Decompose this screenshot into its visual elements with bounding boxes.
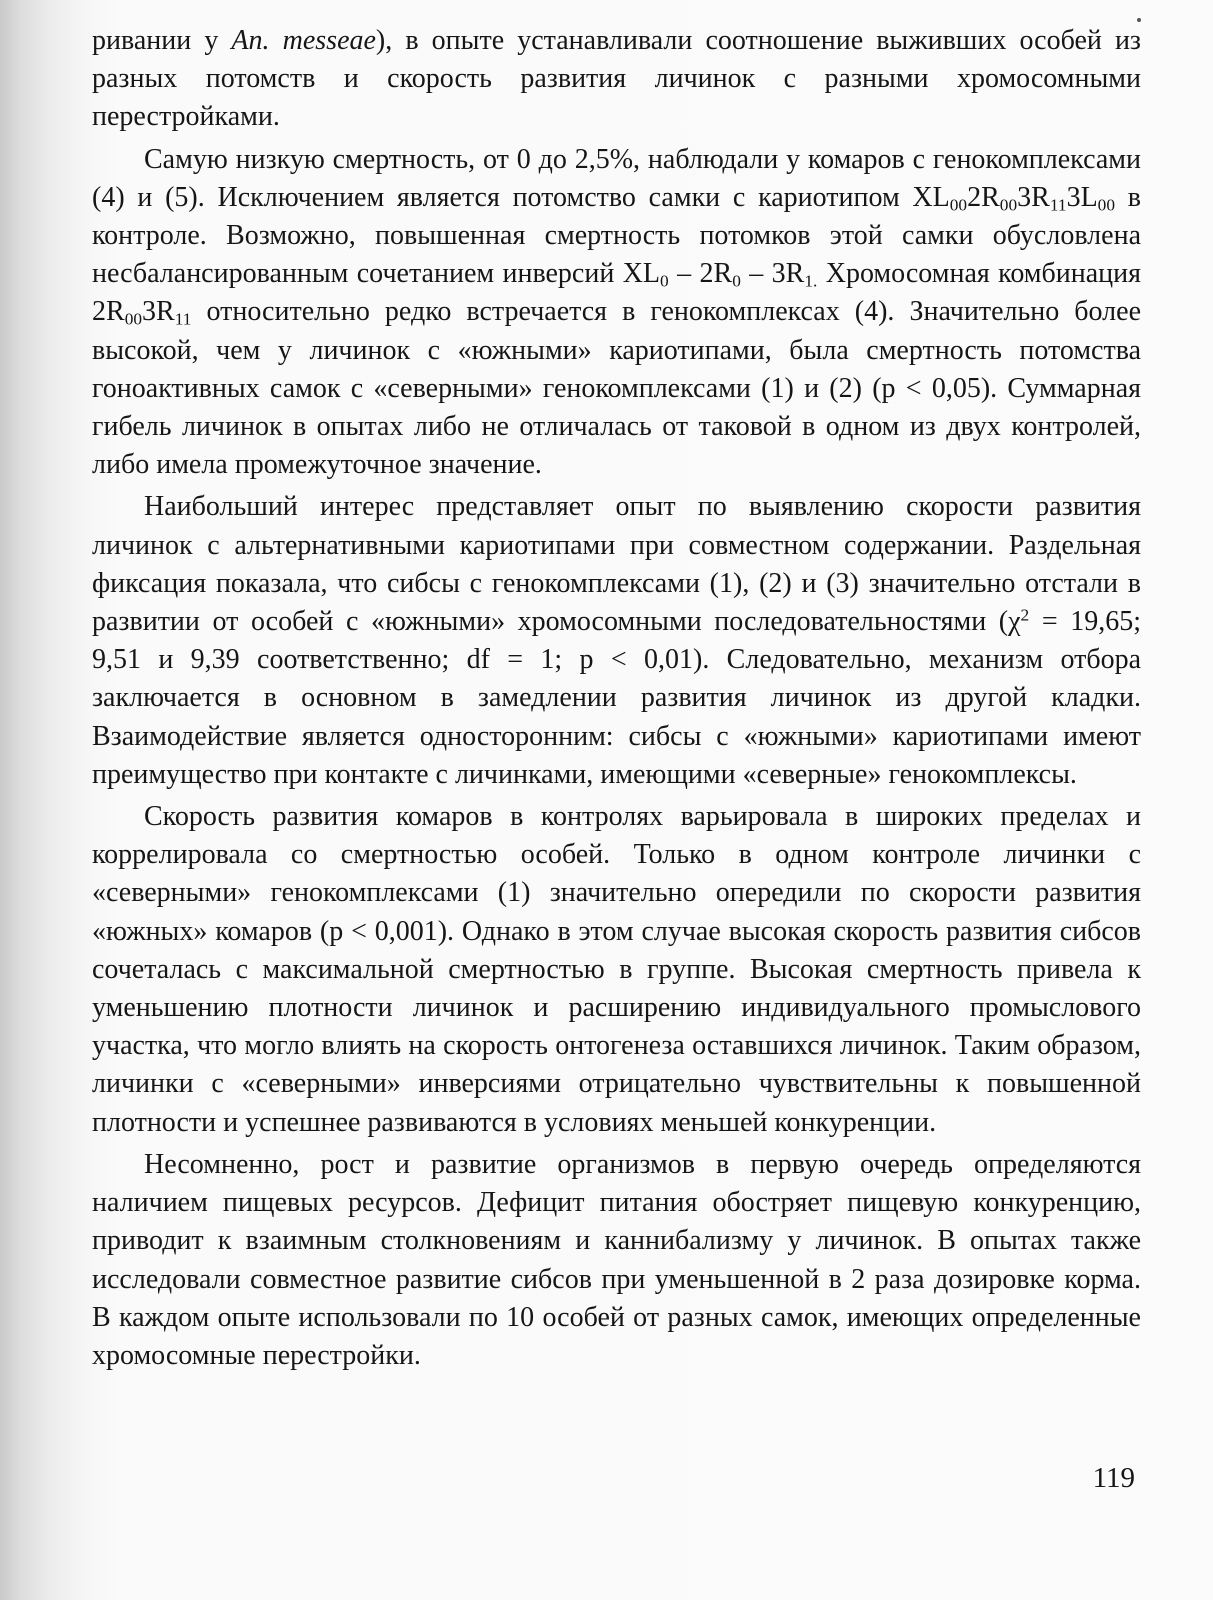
paragraph-text: – 3R (740, 258, 805, 290)
subscript: 1. (804, 271, 818, 291)
paragraph-text: – 2R (668, 258, 733, 290)
page-body (92, 22, 1141, 1379)
paragraph-text: ривании у (92, 25, 232, 56)
subscript: 00 (949, 195, 968, 215)
paragraph-3 (92, 488, 1141, 794)
paragraph-text: ), в опыте устанавливали соотношение выживших особей из разных потомств и скорость развития личинок с разными хромосомными перестройками. (92, 25, 1141, 133)
subscript: 00 (1097, 195, 1116, 215)
paragraph-text: 3R (142, 296, 175, 328)
paragraph-1 (92, 22, 1141, 137)
paragraph-text: в контроле. Возможно, повышенная смертность потомков этой самки обусловлена несбалансированным сочетанием инверсий XL (92, 181, 1141, 290)
paragraph-text: 2R (967, 181, 1000, 213)
paragraph-text: Самую низкую смертность, от 0 до 2,5%, наблюдали у комаров с генокомплексами (4) и (5). Исключением является потомство самки с кариотипом XL (92, 143, 1141, 213)
paragraph-text: Наибольший интерес представляет опыт по выявлению скорости развития личинок с альтернативными кариотипами при совместном содержании. Раздельная фиксация показала, что сибсы с генокомплексами (1), (2) и (3) значительно отстали в развитии от особей с «южными» хромосомными последовательностями (χ (92, 491, 1141, 638)
subscript: 0 (660, 271, 669, 291)
subscript: 11 (174, 309, 192, 329)
paragraph-4: Скорость развития комаров в контролях варьировала в широких пределах и коррелировала со смертностью особей. Только в одном контроле личинки с «северными» генокомплексами (1) значительно опередили по скорости развития «южных» комаров (p < 0,001). Однако в этом случае высокая скорость развития сибсов сочеталась с максимальной смертностью в группе. Высокая смертность привела к уменьшению плотности личинок и расширению индивидуального промыслового участка, что могло влиять на скорость онтогенеза оставшихся личинок. Таким образом, личинки с «северными» инверсиями отрицательно чувствительны к повышенной плотности и успешнее развиваются в условиях меньшей конкуренции. (92, 801, 1141, 1138)
subscript: 00 (124, 309, 143, 329)
paragraph-2 (92, 141, 1141, 485)
subscript: 0 (732, 271, 741, 291)
species-name: An. messeae (231, 25, 376, 56)
superscript: 2 (1020, 605, 1030, 625)
page-number: 119 (1092, 1462, 1135, 1494)
paragraph-text: относительно редко встречается в генокомплексах (4). Значительно более высокой, чем у личинок с «южными» кариотипами, была смертность потомства гоноактивных самок с «северными» генокомплексами (1) и (2) (p < 0,05). Суммарная гибель личинок в опытах либо не отличалась от таковой в одном из двух контролей, либо имела промежуточное значение. (92, 296, 1141, 481)
paragraph-5: Несомненно, рост и развитие организмов в первую очередь определяются наличием пищевых ресурсов. Дефицит питания обостряет пищевую конкуренцию, приводит к взаимным столкновениям и каннибализму у личинок. В опытах также исследовали совместное развитие сибсов при уменьшенной в 2 раза дозировке корма. В каждом опыте использовали по 10 особей от разных самок, имеющих определенные хромосомные перестройки. (92, 1148, 1141, 1371)
paragraph-text: 3R (1017, 181, 1050, 213)
subscript: 11 (1049, 195, 1067, 215)
subscript: 00 (999, 195, 1018, 215)
paragraph-text: Хромосомная комбинация 2R (92, 258, 1141, 328)
paragraph-text: 3L (1066, 181, 1098, 213)
paragraph-text: = 19,65; 9,51 и 9,39 соответственно; df = 1; p < 0,01). Следовательно, механизм отбора заключается в основном в замедлении развития личинок из другой кладки. Взаимодействие является односторонним: сибсы с «южными» кариотипами имеют преимущество при контакте с личинками, имеющими «северные» генокомплексы. (92, 606, 1142, 790)
